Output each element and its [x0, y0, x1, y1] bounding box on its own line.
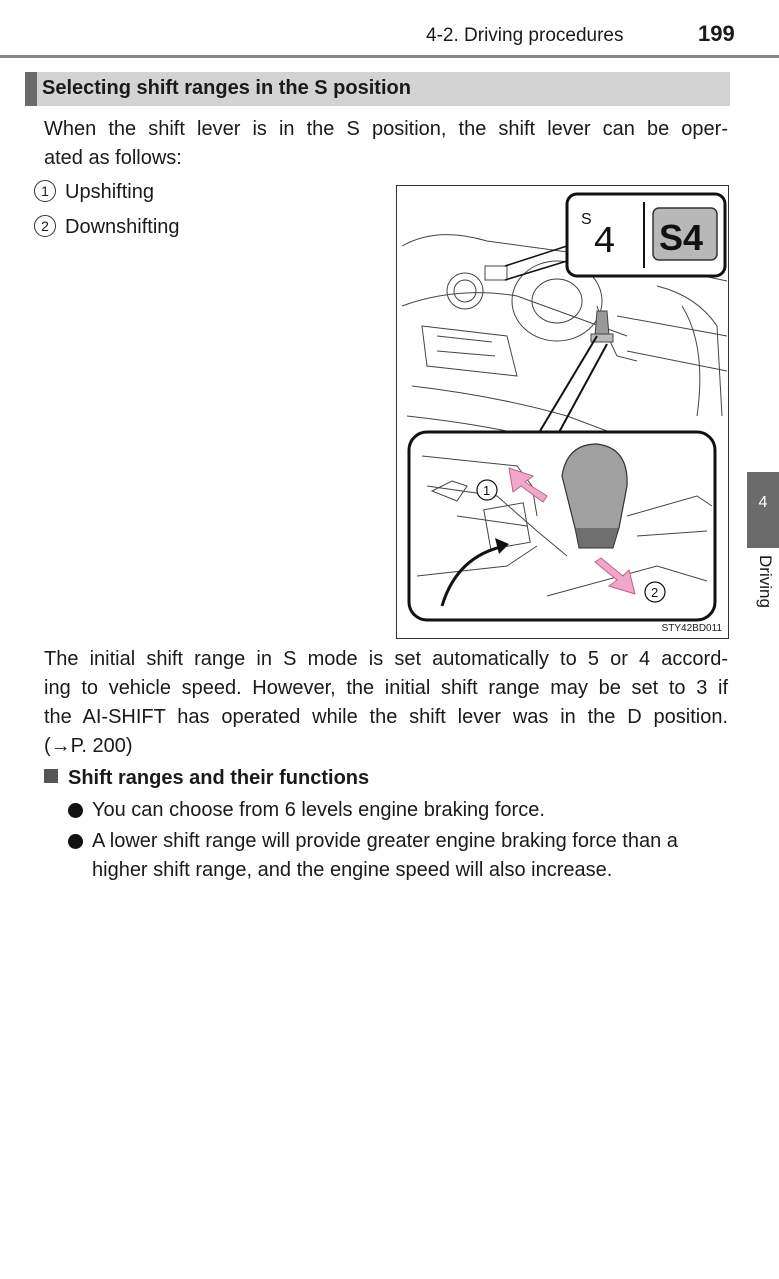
section-title-bar	[25, 72, 730, 106]
item-label: Upshifting	[65, 181, 154, 203]
item-marker: 2	[34, 215, 56, 237]
title-accent	[25, 72, 37, 106]
body-line-1: The initial shift range in S mode is set automatically to 5 or 4 accord-	[44, 648, 728, 670]
subsection-heading	[44, 767, 369, 790]
callout-label-1: 1	[483, 483, 491, 498]
body-line-4: (→P. 200)	[44, 735, 133, 757]
display-small-digit: 4	[593, 221, 616, 264]
shift-lever-detail	[409, 432, 715, 620]
item-marker: 1	[34, 180, 56, 202]
shift-display-callout	[567, 194, 725, 276]
chapter-label-wrap	[752, 555, 776, 628]
section-title: Selecting shift ranges in the S position	[42, 77, 411, 99]
body-line-3: the AI-SHIFT has operated while the shift lever was in the D position.	[44, 706, 728, 728]
page-header	[0, 0, 779, 58]
bullet-text: A lower shift range will provide greater engine braking force than a higher shift range, and the engine speed will also increase.	[92, 830, 678, 881]
callout-line-bottom	[537, 336, 607, 436]
bullet-item	[68, 796, 730, 825]
header-rule	[0, 55, 779, 58]
bullet-item	[68, 827, 730, 885]
chapter-number: 4	[758, 494, 768, 511]
intro-line-1: When the shift lever is in the S position, the shift lever can be oper-	[44, 118, 728, 140]
shift-lever-illustration	[396, 185, 729, 639]
body-paragraph	[44, 645, 728, 761]
bullet-dot-icon	[68, 803, 83, 818]
list-item-upshifting	[34, 180, 154, 204]
item-label: Downshifting	[65, 216, 180, 238]
gear-knob-small	[591, 311, 613, 342]
chapter-label: Driving	[756, 555, 775, 608]
bullet-text: You can choose from 6 levels engine braking force.	[92, 799, 545, 821]
gear-knob-boot	[575, 528, 619, 548]
section-heading: 4-2. Driving procedures	[426, 25, 624, 46]
bullet-dot-icon	[68, 834, 83, 849]
square-bullet-icon	[44, 769, 58, 783]
page-number: 199	[698, 21, 735, 46]
chapter-tab[interactable]	[747, 472, 779, 548]
intro-paragraph	[44, 115, 728, 173]
display-badge: S4	[659, 217, 704, 258]
subsection-title: Shift ranges and their functions	[68, 767, 370, 789]
list-item-downshifting	[34, 215, 180, 239]
figure-code: STY42BD011	[661, 623, 722, 634]
display-small-letter: S	[581, 211, 592, 228]
illustration-svg	[397, 186, 730, 640]
callout-label-2: 2	[651, 585, 659, 600]
intro-line-2: ated as follows:	[44, 147, 182, 169]
body-line-2: ing to vehicle speed. However, the initial shift range may be set to 3 if	[44, 677, 728, 699]
